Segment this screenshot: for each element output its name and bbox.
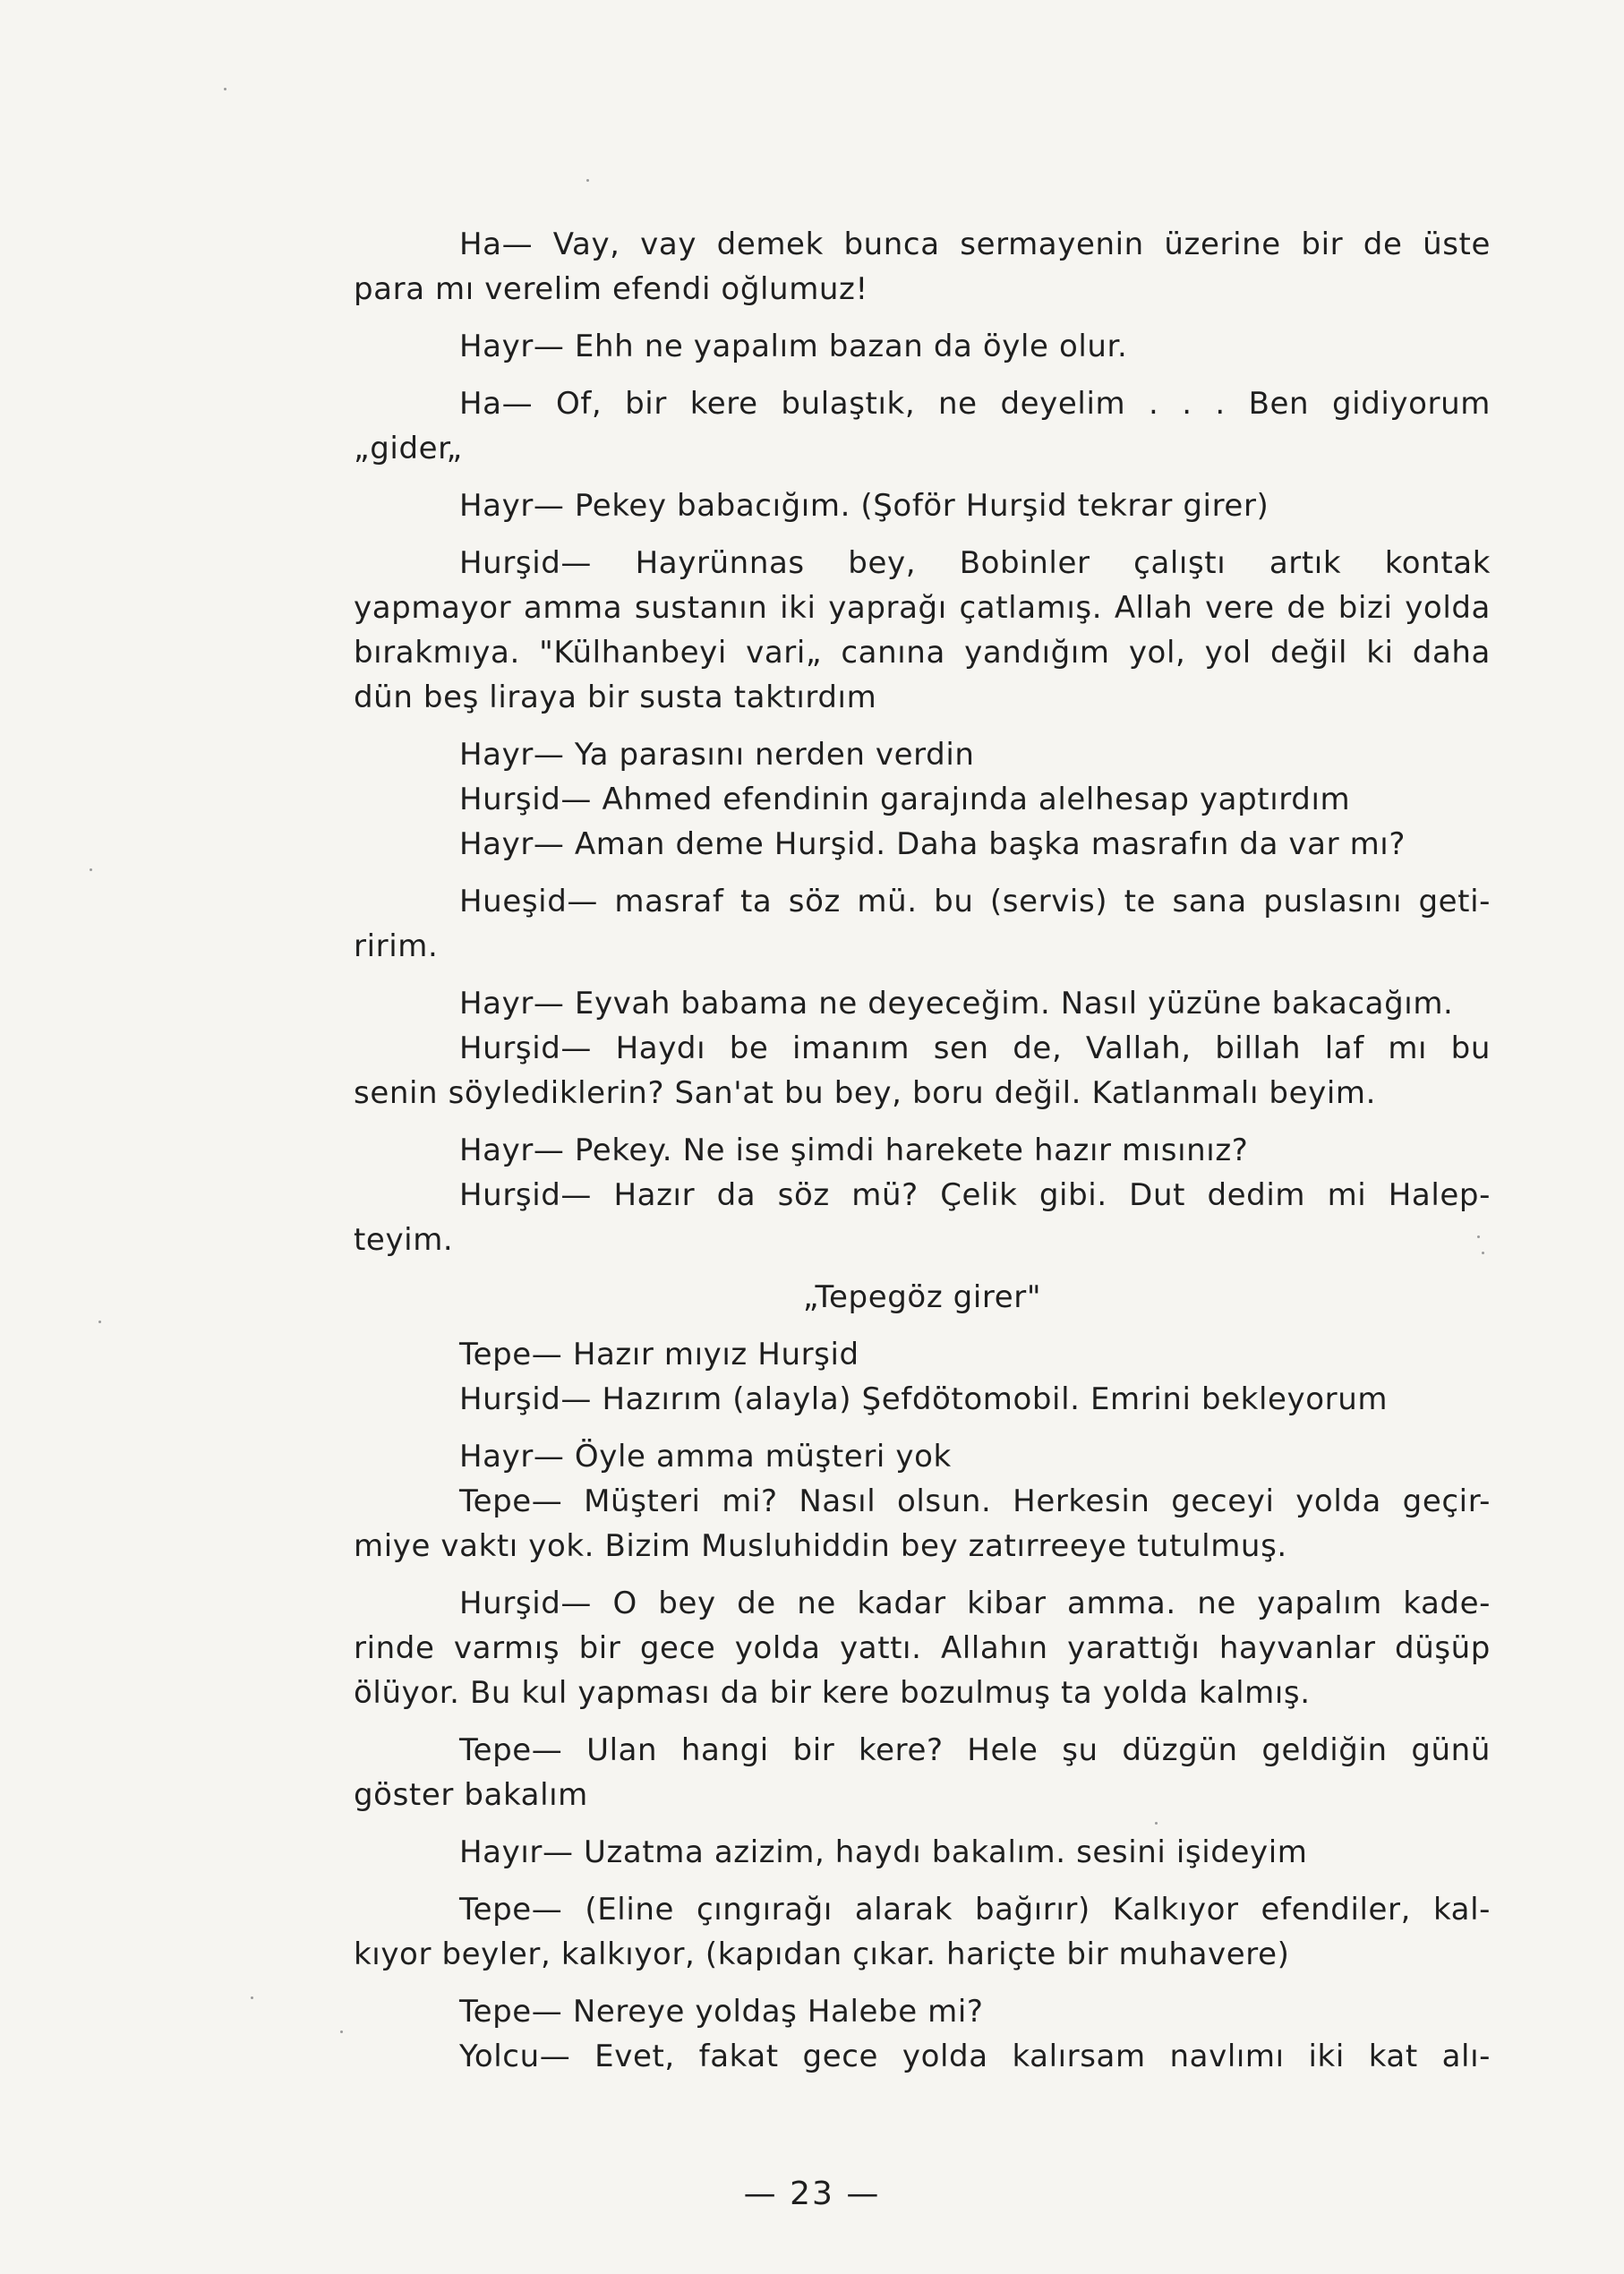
stage-direction: „Tepegöz girer" [802,1279,1042,1315]
line-gap [354,1320,1491,1332]
line-gap [354,1715,1491,1728]
scan-speck [340,2030,343,2033]
dialogue-line: Tepe— Müşteri mi? Nasıl olsun. Herkesin geceyi yolda geçir- [459,1483,1491,1519]
dialogue-line: Hayır— Uzatma azizim, haydı bakalım. sesini işideyim [459,1834,1308,1870]
scan-speck [1482,1252,1484,1254]
line-gap [354,969,1491,981]
dialogue-line: ririm. [354,928,439,964]
scan-speck [1477,1235,1480,1238]
dialogue-line: Hayr— Eyvah babama ne deyeceğim. Nasıl yüzüne bakacağım. [459,986,1454,1022]
scan-speck [224,88,227,90]
line-gap [354,1422,1491,1434]
dialogue-line: Hayr— Aman deme Hurşid. Daha başka masrafın da var mı? [459,826,1406,862]
dialogue-line: ölüyor. Bu kul yapması da bir kere bozulmuş ta yolda kalmış. [354,1675,1311,1711]
line-gap [354,312,1491,324]
dialogue-line: Hayr— Öyle amma müşteri yok [459,1439,952,1475]
dialogue-line: Tepe— Hazır mıyız Hurşid [459,1337,859,1372]
scan-speck [586,179,589,182]
dialogue-line: yapmayor amma sustanın iki yaprağı çatlamış. Allah vere de bizi yolda [354,590,1491,626]
dialogue-line: Tepe— Ulan hangi bir kere? Hele şu düzgün geldiğin günü [459,1732,1491,1768]
dialogue-line: para mı verelim efendi oğlumuz! [354,271,868,307]
dialogue-line: Ha— Of, bir kere bulaştık, ne deyelim . . . Ben gidiyorum [459,386,1491,422]
dialogue-line: Hayr— Pekey. Ne ise şimdi harekete hazır mısınız? [459,1133,1249,1168]
line-gap [354,720,1491,732]
line-gap [354,471,1491,483]
dialogue-line: teyim. [354,1222,454,1258]
scan-speck [251,1996,253,1999]
scan-speck [98,1321,101,1323]
dialogue-line: miye vaktı yok. Bizim Musluhiddin bey zatırreeye tutulmuş. [354,1528,1287,1564]
dialogue-line: Hurşid— Hazırım (alayla) Şefdötomobil. Emrini bekleyorum [459,1381,1389,1417]
dialogue-line: Hurşid— O bey de ne kadar kibar amma. ne yapalım kade- [459,1586,1491,1621]
line-gap [354,1817,1491,1830]
line-gap [354,867,1491,879]
dialogue-line: Hayr— Pekey babacığım. (Şoför Hurşid tekrar girer) [459,488,1269,524]
dialogue-line: senin söylediklerin? San'at bu bey, boru değil. Katlanmalı beyim. [354,1075,1377,1111]
line-gap [354,1116,1491,1128]
line-gap [354,528,1491,541]
scan-speck [1155,1822,1158,1825]
dialogue-line: Tepe— (Eline çıngırağı alarak bağırır) Kalkıyor efendiler, kal- [459,1892,1491,1928]
dialogue-line: Hurşid— Hayrünnas bey, Bobinler çalıştı artık kontak [459,545,1491,581]
dialogue-line: Hurşid— Haydı be imanım sen de, Vallah, billah laf mı bu [459,1030,1491,1066]
dialogue-line: „gider„ [354,431,463,466]
dialogue-line: bırakmıya. "Külhanbeyi vari„ canına yandığım yol, yol değil ki daha [354,635,1491,671]
line-gap [354,1262,1491,1275]
dialogue-line: Ha— Vay, vay demek bunca sermayenin üzerine bir de üste [459,227,1491,262]
dialogue-line: rinde varmış bir gece yolda yattı. Allahın yarattığı hayvanlar düşüp [354,1630,1491,1666]
dialogue-text [354,222,1491,2079]
dialogue-line: Hurşid— Hazır da söz mü? Çelik gibi. Dut dedim mi Halep- [459,1177,1491,1213]
dialogue-line: dün beş liraya bir susta taktırdım [354,680,877,715]
line-gap [354,369,1491,381]
dialogue-line: göster bakalım [354,1777,588,1813]
line-gap [354,1977,1491,1989]
dialogue-line: Hueşid— masraf ta söz mü. bu (servis) te sana puslasını geti- [459,884,1491,919]
line-gap [354,1569,1491,1581]
dialogue-line: Hayr— Ehh ne yapalım bazan da öyle olur. [459,329,1128,364]
dialogue-line: Tepe— Nereye yoldaş Halebe mi? [459,1994,984,2030]
dialogue-line: Hurşid— Ahmed efendinin garajında alelhesap yaptırdım [459,782,1351,817]
page-number: — 23 — [743,2176,881,2212]
scan-speck [90,868,92,871]
dialogue-line: Yolcu— Evet, fakat gece yolda kalırsam navlımı iki kat alı- [459,2039,1491,2074]
dialogue-line: kıyor beyler, kalkıyor, (kapıdan çıkar. hariçte bir muhavere) [354,1936,1290,1972]
dialogue-line: Hayr— Ya parasını nerden verdin [459,737,975,773]
line-gap [354,1875,1491,1887]
